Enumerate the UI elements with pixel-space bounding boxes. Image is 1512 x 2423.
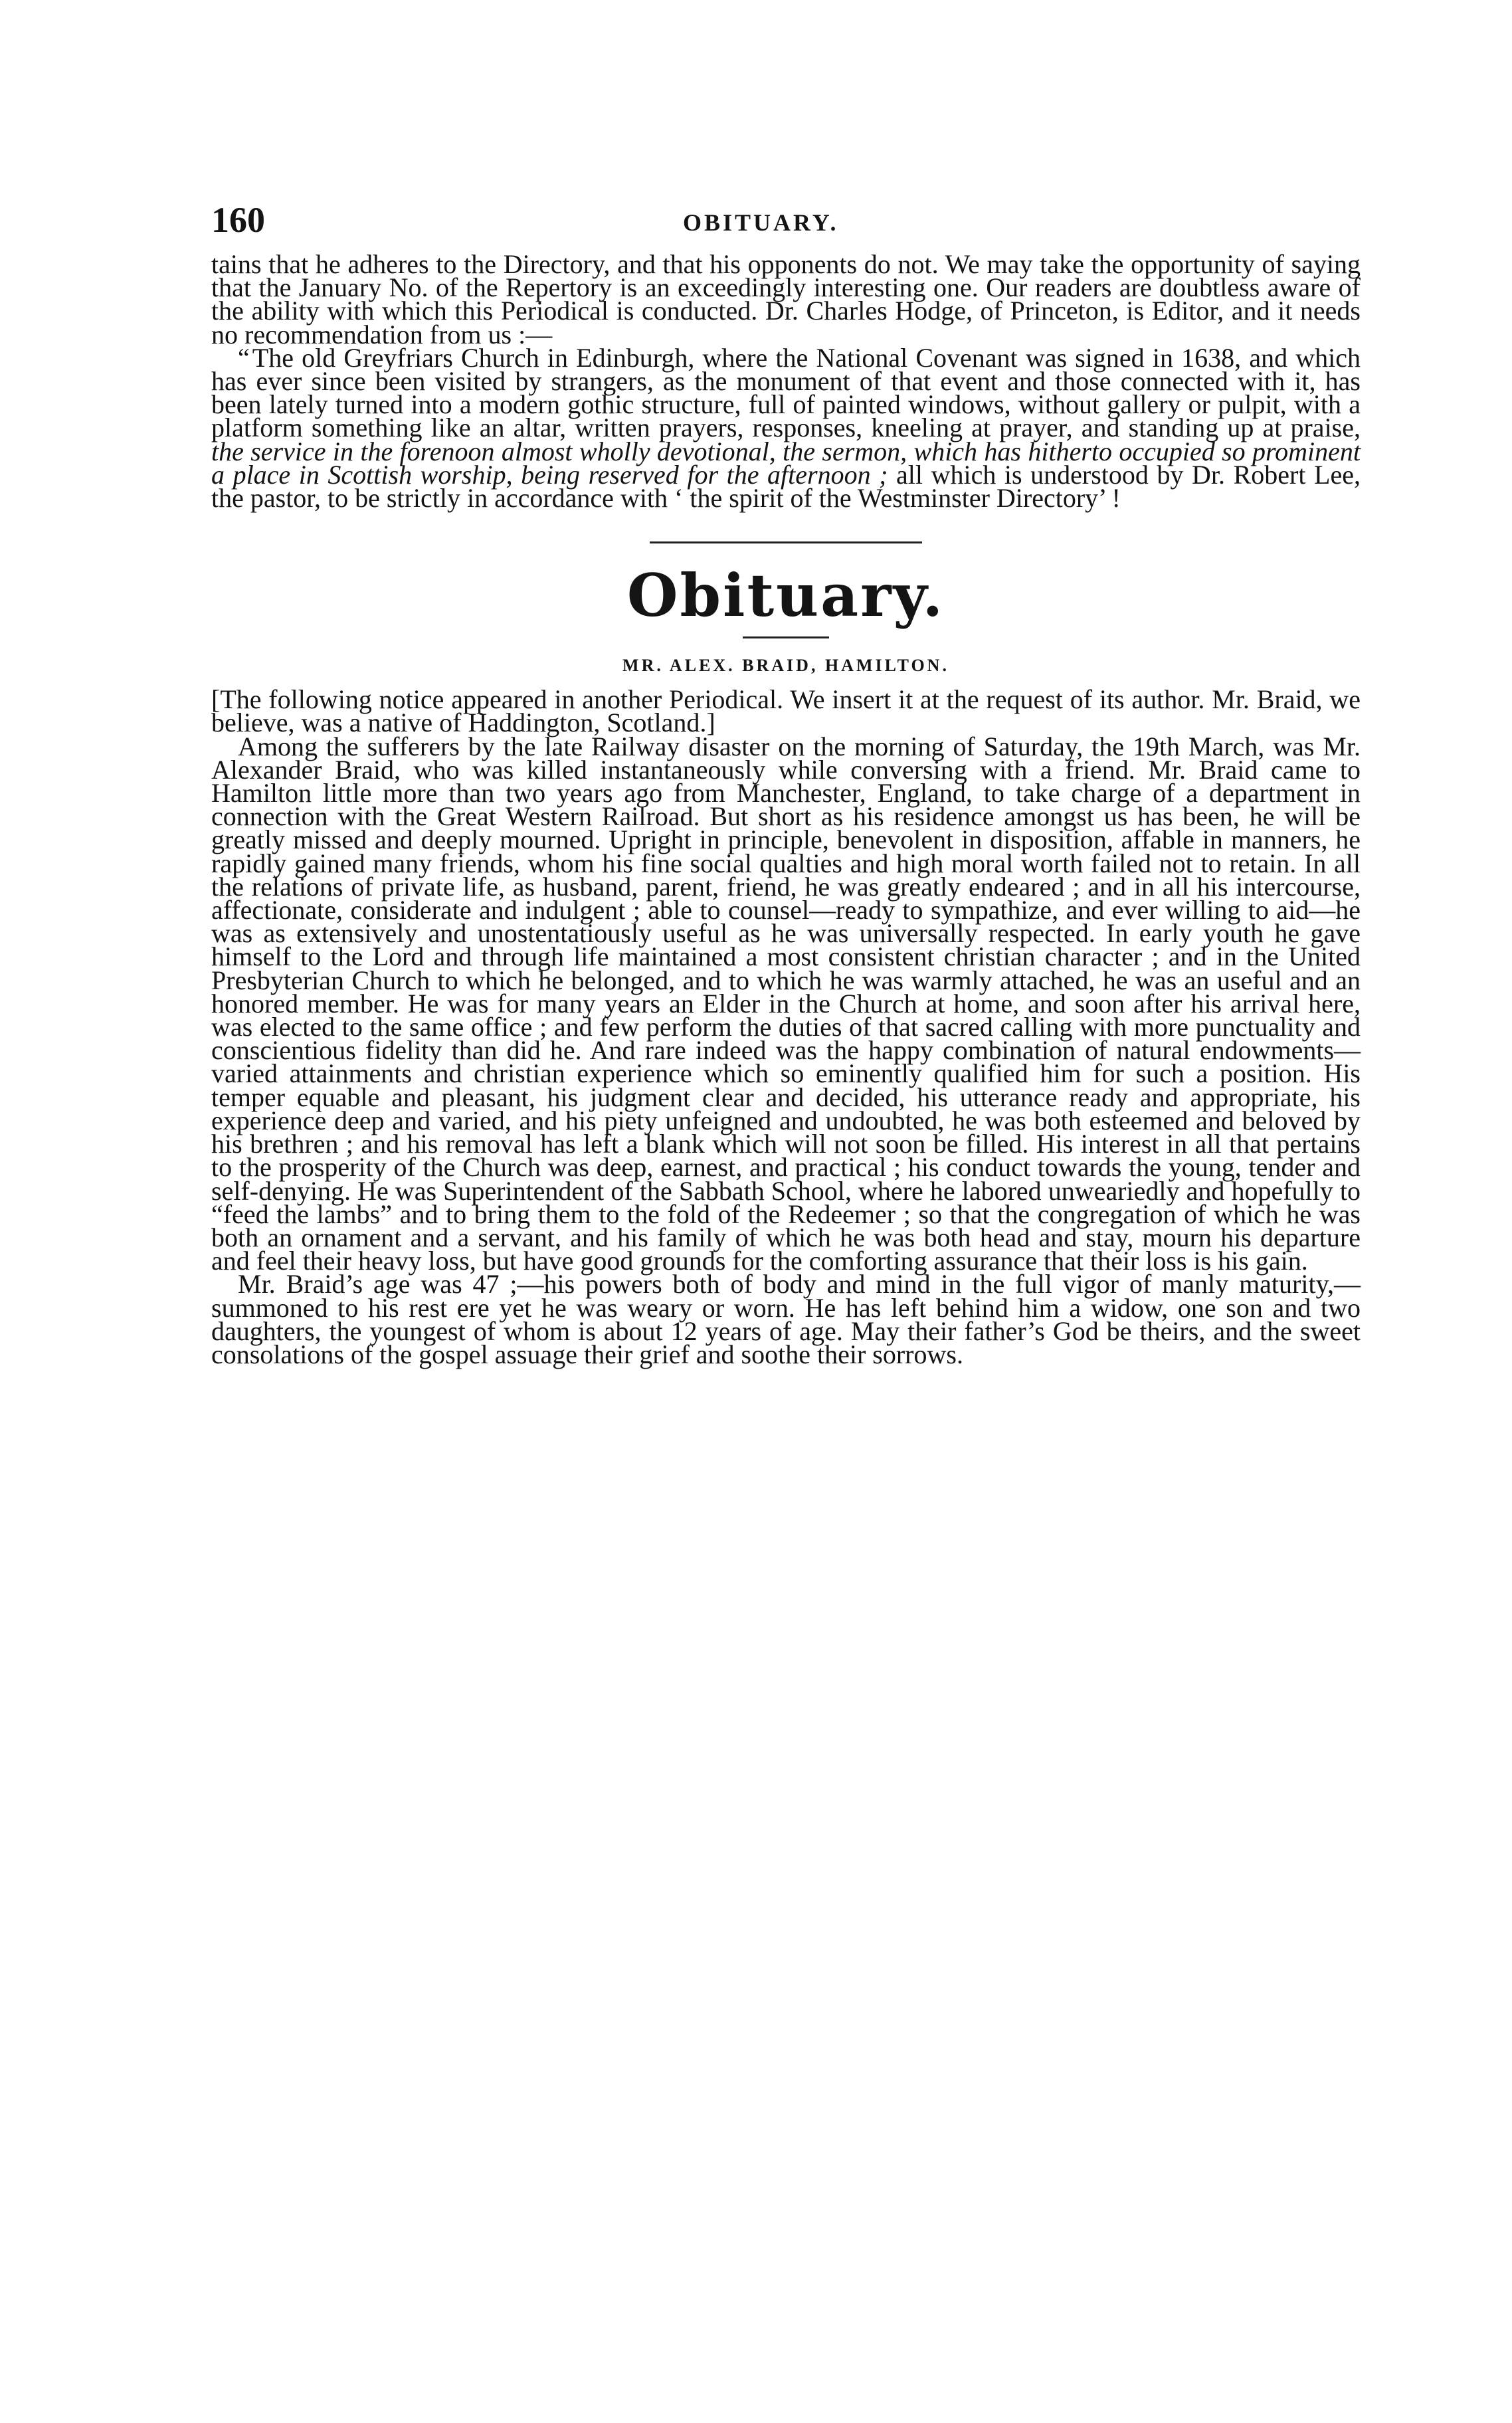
editor-note: [The following notice appeared in another Periodical. We insert it at the request of its author. Mr. Braid, we believe, was a native of Haddington, Scotland.]	[211, 684, 1361, 738]
quoted-text: The old Greyfriars Church in Edinburgh, where the National Covenant was signed in 1638, and which has ever since been visited by strangers, as the monument of that event and those connected with it, has been lately turned into a modern gothic structure, full of painted windows, without gallery or pulpit, with a platform something like an altar, written prayers, responses, kneeling at prayer, and standing up at praise,	[211, 342, 1361, 443]
page	[211, 199, 1361, 1369]
quoted-text-end: all which is understood by Dr. Robert Lee, the pastor, to be strictly in accordance with ‘ the spirit of the Westminster Directory’ !	[211, 459, 1361, 514]
running-head	[211, 199, 1361, 252]
quoted-paragraph	[211, 342, 1361, 514]
running-title: OBITUARY.	[683, 209, 839, 236]
obituary-subheading: MR. ALEX. BRAID, HAMILTON.	[622, 656, 949, 676]
continued-paragraph: tains that he adheres to the Directory, and that his opponents do not. We may take the opportunity of saying that the January No. of the Repertory is an exceedingly interesting one. Our readers are doubtless aware of the ability with which this Periodical is conducted. Dr. Charles Hodge, of Princeton, is Editor, and it needs no recommendation from us :—	[211, 249, 1361, 349]
opening-quote-mark: “	[238, 342, 250, 373]
page-number: 160	[211, 200, 265, 240]
section-divider	[650, 541, 922, 543]
obituary-paragraph: Among the sufferers by the late Railway disaster on the morning of Saturday, the 19th March, was Mr. Alexander Braid, who was killed instantaneously while conversing with a friend. Mr. Braid came to Hamilton little more than two years ago from Manchester, England, to take charge of a department in connection with the Great Western Railroad. But short as his residence amongst us has been, he will be greatly missed and deeply mourned. Upright in principle, benevolent in disposition, affable in manners, he rapidly gained many friends, whom his fine social qualties and high moral worth failed not to retain. In all the relations of private life, as husband, parent, friend, he was greatly endeared ; and in all his intercourse, affectionate, considerate and indulgent ; able to counsel—ready to sympathize, and ever willing to aid—he was as extensively and unostentatiously useful as he was universally respected. In early youth he gave himself to the Lord and through life maintained a most consistent christian character ; and in the United Presbyterian Church to which he belonged, and to which he was warmly attached, he was an useful and an honored member. He was for many years an Elder in the Church at home, and soon after his arrival here, was elected to the same office ; and few perform the duties of that sacred calling with more punctuality and conscientious fidelity than did he. And rare indeed was the happy combination of natural endowments—varied attainments and christian experience which so eminently qualified him for such a position. His temper equable and pleasant, his judgment clear and decided, his utterance ready and appropriate, his experience deep and varied, and his piety unfeigned and undoubted, he was both esteemed and beloved by his brethren ; and his removal has left a blank which will not soon be filled. His interest in all that pertains to the prosperity of the Church was deep, earnest, and practical ; his conduct towards the young, tender and self-denying. He was Superintendent of the Sabbath School, where he labored unweariedly and hopefully to “feed the lambs” and to bring them to the fold of the Redeemer ; so that the congregation of which he was both an ornament and a servant, and his family of which he was both head and stay, mourn his departure and feel their heavy loss, but have good grounds for the comforting assurance that their loss is his gain.	[211, 731, 1361, 1276]
section-title: Obituary.	[626, 561, 945, 630]
obituary-paragraph-final: Mr. Braid’s age was 47 ;—his powers both of body and mind in the full vigor of manly maturity,—summoned to his rest ere yet he was weary or worn. He has left behind him a widow, one son and two daughters, the youngest of whom is about 12 years of age. May their father’s God be theirs, and the sweet consolations of the gospel assuage their grief and soothe their sorrows.	[211, 1269, 1361, 1369]
quoted-italic-text: the service in the forenoon almost wholly devotional, the sermon, which has hitherto occupied so prominent a place in Scottish worship, being reserved for the afternoon ;	[211, 436, 1361, 490]
title-rule	[743, 636, 829, 638]
